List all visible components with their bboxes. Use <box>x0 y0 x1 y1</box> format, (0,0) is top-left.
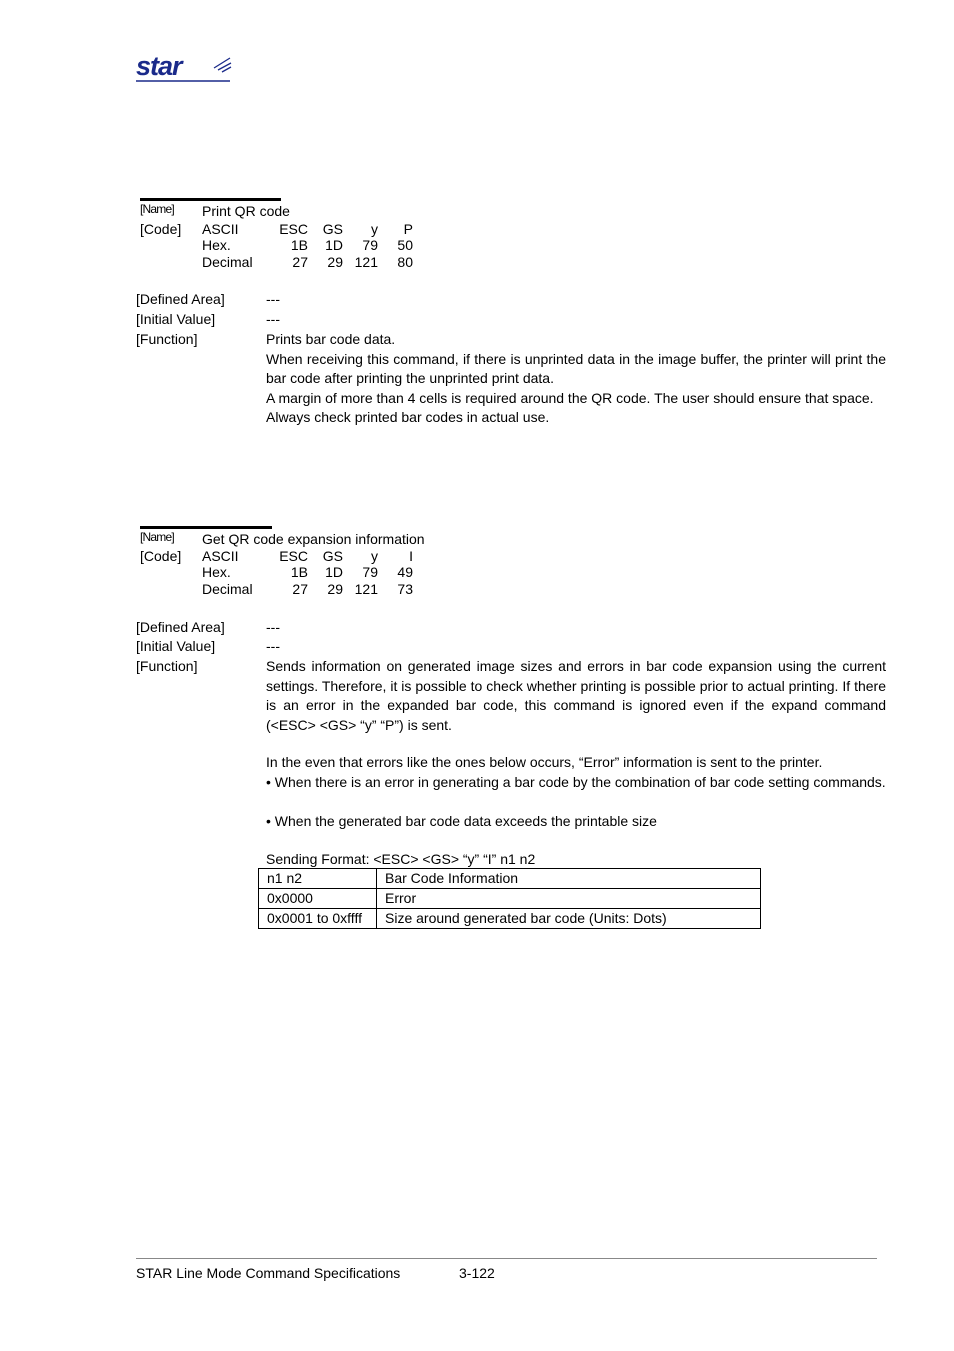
section2-bullet2: • When the generated bar code data exceeds the printable size <box>266 813 657 829</box>
table-cell: Size around generated bar code (Units: Dots) <box>377 909 761 929</box>
table-cell: Error <box>377 889 761 909</box>
section2-defined-area-label: [Defined Area] <box>136 619 225 635</box>
section1-function-text <box>266 330 886 428</box>
table-row <box>259 869 761 889</box>
bar-code-info-table <box>258 868 761 929</box>
section1-code-label: [Code] <box>140 221 182 237</box>
section2-initial-value-label: [Initial Value] <box>136 638 216 654</box>
table-cell: Bar Code Information <box>377 869 761 889</box>
section2-initial-value: --- <box>266 638 280 654</box>
section2-name: Get QR code expansion information <box>202 531 425 547</box>
table-row <box>259 889 761 909</box>
section1-rule <box>140 198 281 201</box>
section2-function-para1: Sends information on generated image sizes and errors in bar code expansion using the current settings. Therefore, it is possible to check whether printing is possible prior to actual printing. If there is an error in the expanded bar code, this command is ignored even if the expand command (<ESC> <GS> “y” “P”) is sent. <box>266 658 886 733</box>
footer-title: STAR Line Mode Command Specifications <box>136 1265 401 1281</box>
function-line: Always check printed bar codes in actual use. <box>266 409 550 425</box>
logo-text: star <box>136 54 182 81</box>
section1-initial-value-label: [Initial Value] <box>136 311 216 327</box>
table-cell: n1 n2 <box>259 869 377 889</box>
section2-function-para2: In the even that errors like the ones below occurs, “Error” information is sent to the printer. <box>266 754 823 770</box>
star-logo <box>136 54 232 82</box>
section2-function-label: [Function] <box>136 658 198 674</box>
section2-code-label: [Code] <box>140 548 182 564</box>
section1-name: Print QR code <box>202 203 290 219</box>
function-line: When receiving this command, if there is unprinted data in the image buffer, the printer will print the bar code after printing the unprinted print data. <box>266 350 886 386</box>
section2-rule <box>140 526 272 529</box>
section1-defined-area: --- <box>266 291 280 307</box>
footer-page-number: 3-122 <box>459 1265 495 1281</box>
table-row <box>259 909 761 929</box>
function-line: A margin of more than 4 cells is required around the QR code. The user should ensure that space. <box>266 389 874 406</box>
table-cell: 0x0000 <box>259 889 377 909</box>
section2-name-label: [Name] <box>140 530 174 544</box>
section1-defined-area-label: [Defined Area] <box>136 291 225 307</box>
section1-name-label: [Name] <box>140 202 174 216</box>
section2-sending-format: Sending Format: <ESC> <GS> “y” “I” n1 n2 <box>266 851 536 867</box>
section2-bullet1: • When there is an error in generating a bar code by the combination of bar code setting commands. <box>266 774 886 790</box>
table-cell: 0x0001 to 0xffff <box>259 909 377 929</box>
section1-initial-value: --- <box>266 311 280 327</box>
footer-divider <box>136 1258 877 1259</box>
section1-function-label: [Function] <box>136 331 198 347</box>
section2-defined-area: --- <box>266 619 280 635</box>
function-line: Prints bar code data. <box>266 331 396 347</box>
